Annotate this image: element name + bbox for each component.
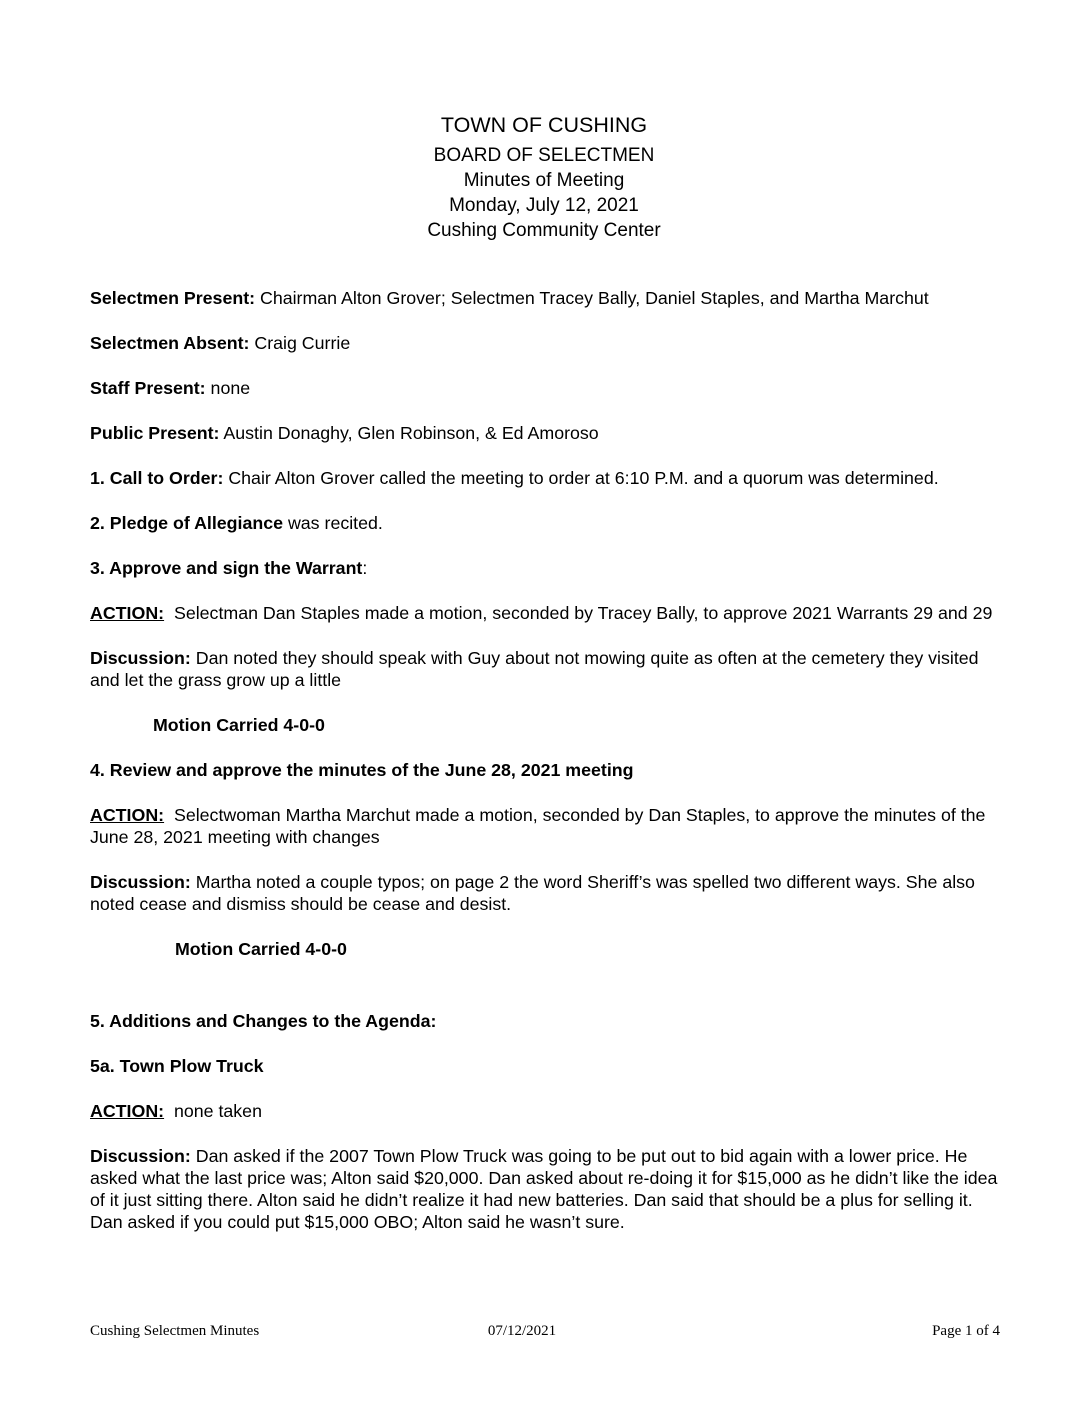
paragraph-label: 4. Review and approve the minutes of the June 28, 2021 meeting [90, 760, 634, 780]
paragraph-action-minutes [90, 804, 1002, 848]
paragraph-label: 5a. Town Plow Truck [90, 1056, 264, 1076]
paragraph-text: Dan noted they should speak with Guy about not mowing quite as often at the cemetery they visited and let the grass grow up a little [90, 648, 984, 690]
paragraph-text: Chair Alton Grover called the meeting to order at 6:10 P.M. and a quorum was determined. [223, 468, 939, 488]
action-label: ACTION: [90, 1101, 165, 1121]
paragraph-text: Austin Donaghy, Glen Robinson, & Ed Amoroso [219, 423, 599, 443]
paragraph-text: none taken [164, 1101, 262, 1121]
header-line: Monday, July 12, 2021 [449, 195, 639, 216]
paragraph-staff-present [90, 377, 1002, 399]
paragraph-discussion-minutes [90, 871, 1002, 915]
footer-date: 07/12/2021 [487, 1323, 557, 1339]
paragraph-label: 2. Pledge of Allegiance [90, 513, 284, 533]
minutes-body [90, 287, 1002, 1256]
paragraph-selectmen-absent [90, 332, 1002, 354]
paragraph-selectmen-present [90, 287, 1002, 309]
paragraph-label: 1. Call to Order: [90, 468, 224, 488]
paragraph-action-plow-truck [90, 1100, 1002, 1122]
footer-document-title: Cushing Selectmen Minutes [90, 1323, 260, 1339]
action-label: ACTION: [90, 603, 165, 623]
paragraph-label: Discussion: [90, 872, 191, 892]
header-subtitle-lines [0, 143, 1088, 243]
paragraph-text: Selectman Dan Staples made a motion, seconded by Tracey Bally, to approve 2021 Warrants 29 and 29 [164, 603, 993, 623]
header-line: Cushing Community Center [427, 220, 661, 241]
paragraph-text: Craig Currie [249, 333, 351, 353]
document-header [0, 108, 1088, 243]
paragraph-text: Martha noted a couple typos; on page 2 the word Sheriff’s was spelled two different ways. She also noted cease and dismiss should be cease and desist. [90, 872, 980, 914]
paragraph-text: Chairman Alton Grover; Selectmen Tracey Bally, Daniel Staples, and Martha Marchut [255, 288, 929, 308]
paragraph-item-3-approve-warrant [90, 557, 1002, 579]
paragraph-action-warrant [90, 602, 1002, 624]
paragraph-item-5-additions-changes [90, 1010, 1002, 1032]
paragraph-text: Selectwoman Martha Marchut made a motion, seconded by Dan Staples, to approve the minutes of the June 28, 2021 meeting with changes [90, 805, 991, 847]
paragraph-label: Public Present: [90, 423, 220, 443]
paragraph-label: Motion Carried 4-0-0 [153, 715, 325, 735]
paragraph-label: Staff Present: [90, 378, 206, 398]
paragraph-text: : [362, 558, 368, 578]
paragraph-item-5a-town-plow-truck [90, 1055, 1002, 1077]
paragraph-item-4-review-minutes [90, 759, 1002, 781]
paragraph-label: Selectmen Absent: [90, 333, 250, 353]
paragraph-motion-carried-1 [90, 714, 1002, 736]
paragraph-text: was recited. [283, 513, 383, 533]
paragraph-discussion-warrant [90, 647, 1002, 691]
paragraph-discussion-plow-truck [90, 1145, 1002, 1233]
page-footer [90, 1322, 1000, 1342]
page-title: TOWN OF CUSHING [440, 113, 648, 137]
paragraph-label: 3. Approve and sign the Warrant [90, 558, 363, 578]
paragraph-text: Dan asked if the 2007 Town Plow Truck was going to be put out to bid again with a lower price. He asked what the last price was; Alton said $20,000. Dan asked about re-doing it for $15,000 as he didn’t like the idea of it just sitting there. Alton said he didn’t realize it had new batteries. Dan said that should be a plus for selling it. Dan asked if you could put $15,000 OBO; Alton said he wasn’t sure. [90, 1146, 1003, 1232]
header-line: Minutes of Meeting [463, 170, 625, 191]
header-line: BOARD OF SELECTMEN [433, 145, 655, 166]
paragraph-label: 5. Additions and Changes to the Agenda: [90, 1011, 437, 1031]
paragraph-motion-carried-2 [90, 938, 1002, 960]
paragraph-label: Motion Carried 4-0-0 [175, 939, 347, 959]
paragraph-label: Selectmen Present: [90, 288, 256, 308]
action-label: ACTION: [90, 805, 165, 825]
paragraph-public-present [90, 422, 1002, 444]
paragraph-text: none [205, 378, 251, 398]
paragraph-label: Discussion: [90, 648, 191, 668]
paragraph-item-1-call-to-order [90, 467, 1002, 489]
paragraph-item-2-pledge-of-allegiance [90, 512, 1002, 534]
footer-page-number: Page 1 of 4 [932, 1323, 1000, 1339]
paragraph-label: Discussion: [90, 1146, 191, 1166]
